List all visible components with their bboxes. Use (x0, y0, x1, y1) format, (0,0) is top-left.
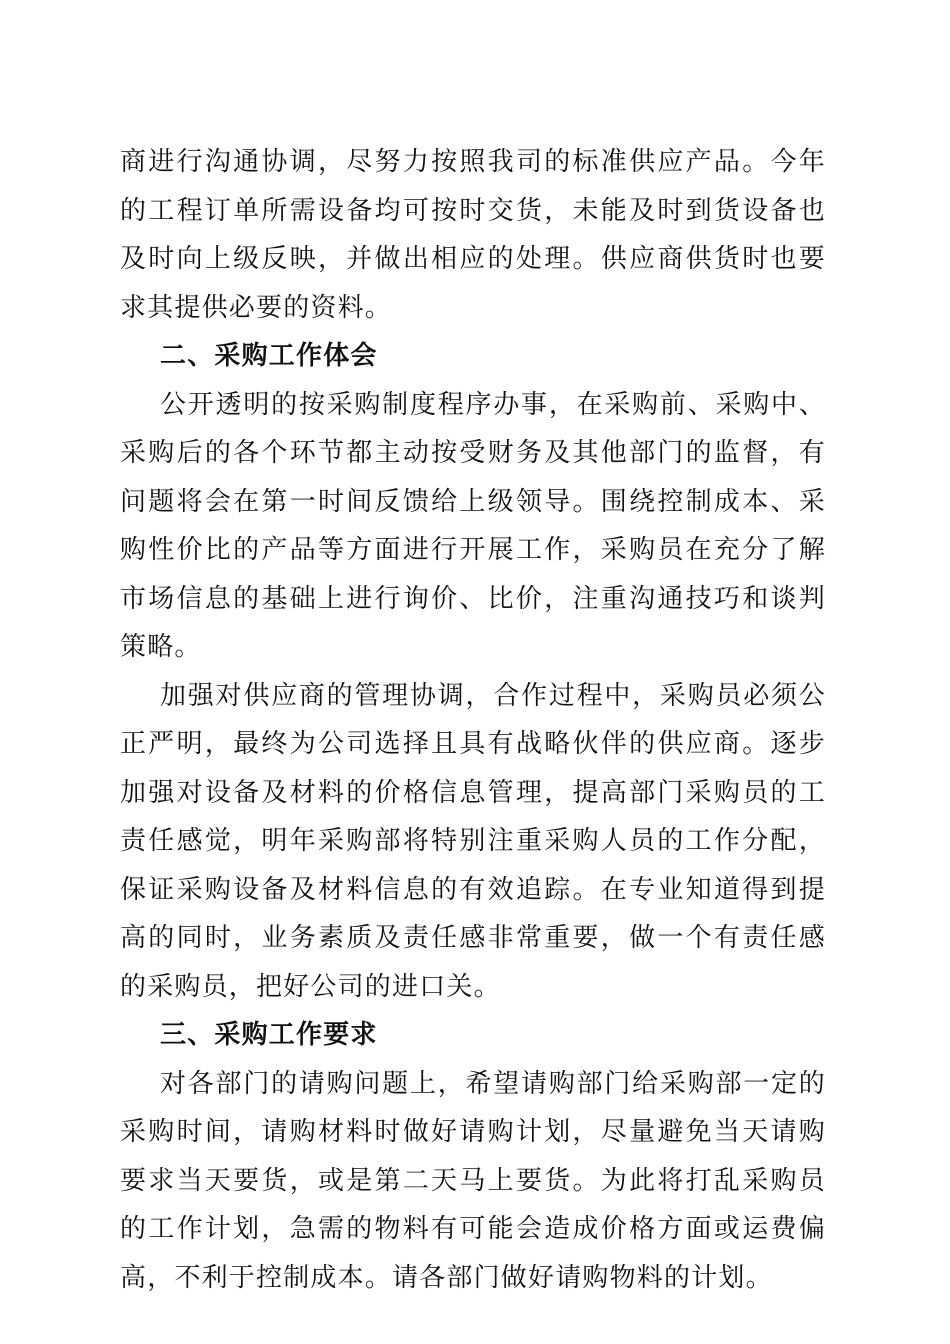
paragraph-procurement-requirements: 对各部门的请购问题上，希望请购部门给采购部一定的采购时间，请购材料时做好请购计划，尽量避免当天请购要求当天要货，或是第二天马上要货。为此将打乱采购员的工作计划，急需的物料有可能会造成价格方面或运费偏高，不利于控制成本。请各部门做好请购物料的计划。 (120, 1068, 826, 1293)
paragraph-procurement-experience-2: 加强对供应商的管理协调，合作过程中，采购员必须公正严明，最终为公司选择且具有战略伙伴的供应商。逐步加强对设备及材料的价格信息管理，提高部门采购员的工责任感觉，明年采购部将特别注重采购人员的工作分配，保证采购设备及材料信息的有效追踪。在专业知道得到提高的同时，业务素质及责任感非常重要，做一个有责任感的采购员，把好公司的进口关。 (120, 680, 826, 1002)
paragraph-continued: 商进行沟通协调，尽努力按照我司的标准供应产品。今年的工程订单所需设备均可按时交货，未能及时到货设备也及时向上级反映，并做出相应的处理。供应商供货时也要求其提供必要的资料。 (120, 147, 826, 323)
document-body (120, 138, 826, 1302)
section-heading-3: 三、采购工作要求 (160, 1020, 378, 1050)
section-heading-2: 二、采购工作体会 (160, 341, 378, 371)
paragraph-procurement-experience-1: 公开透明的按采购制度程序办事，在采购前、采购中、采购后的各个环节都主动按受财务及其他部门的监督，有问题将会在第一时间反馈给上级领导。围绕控制成本、采购性价比的产品等方面进行开展工作，采购员在充分了解市场信息的基础上进行询价、比价，注重沟通技巧和谈判策略。 (120, 389, 826, 662)
